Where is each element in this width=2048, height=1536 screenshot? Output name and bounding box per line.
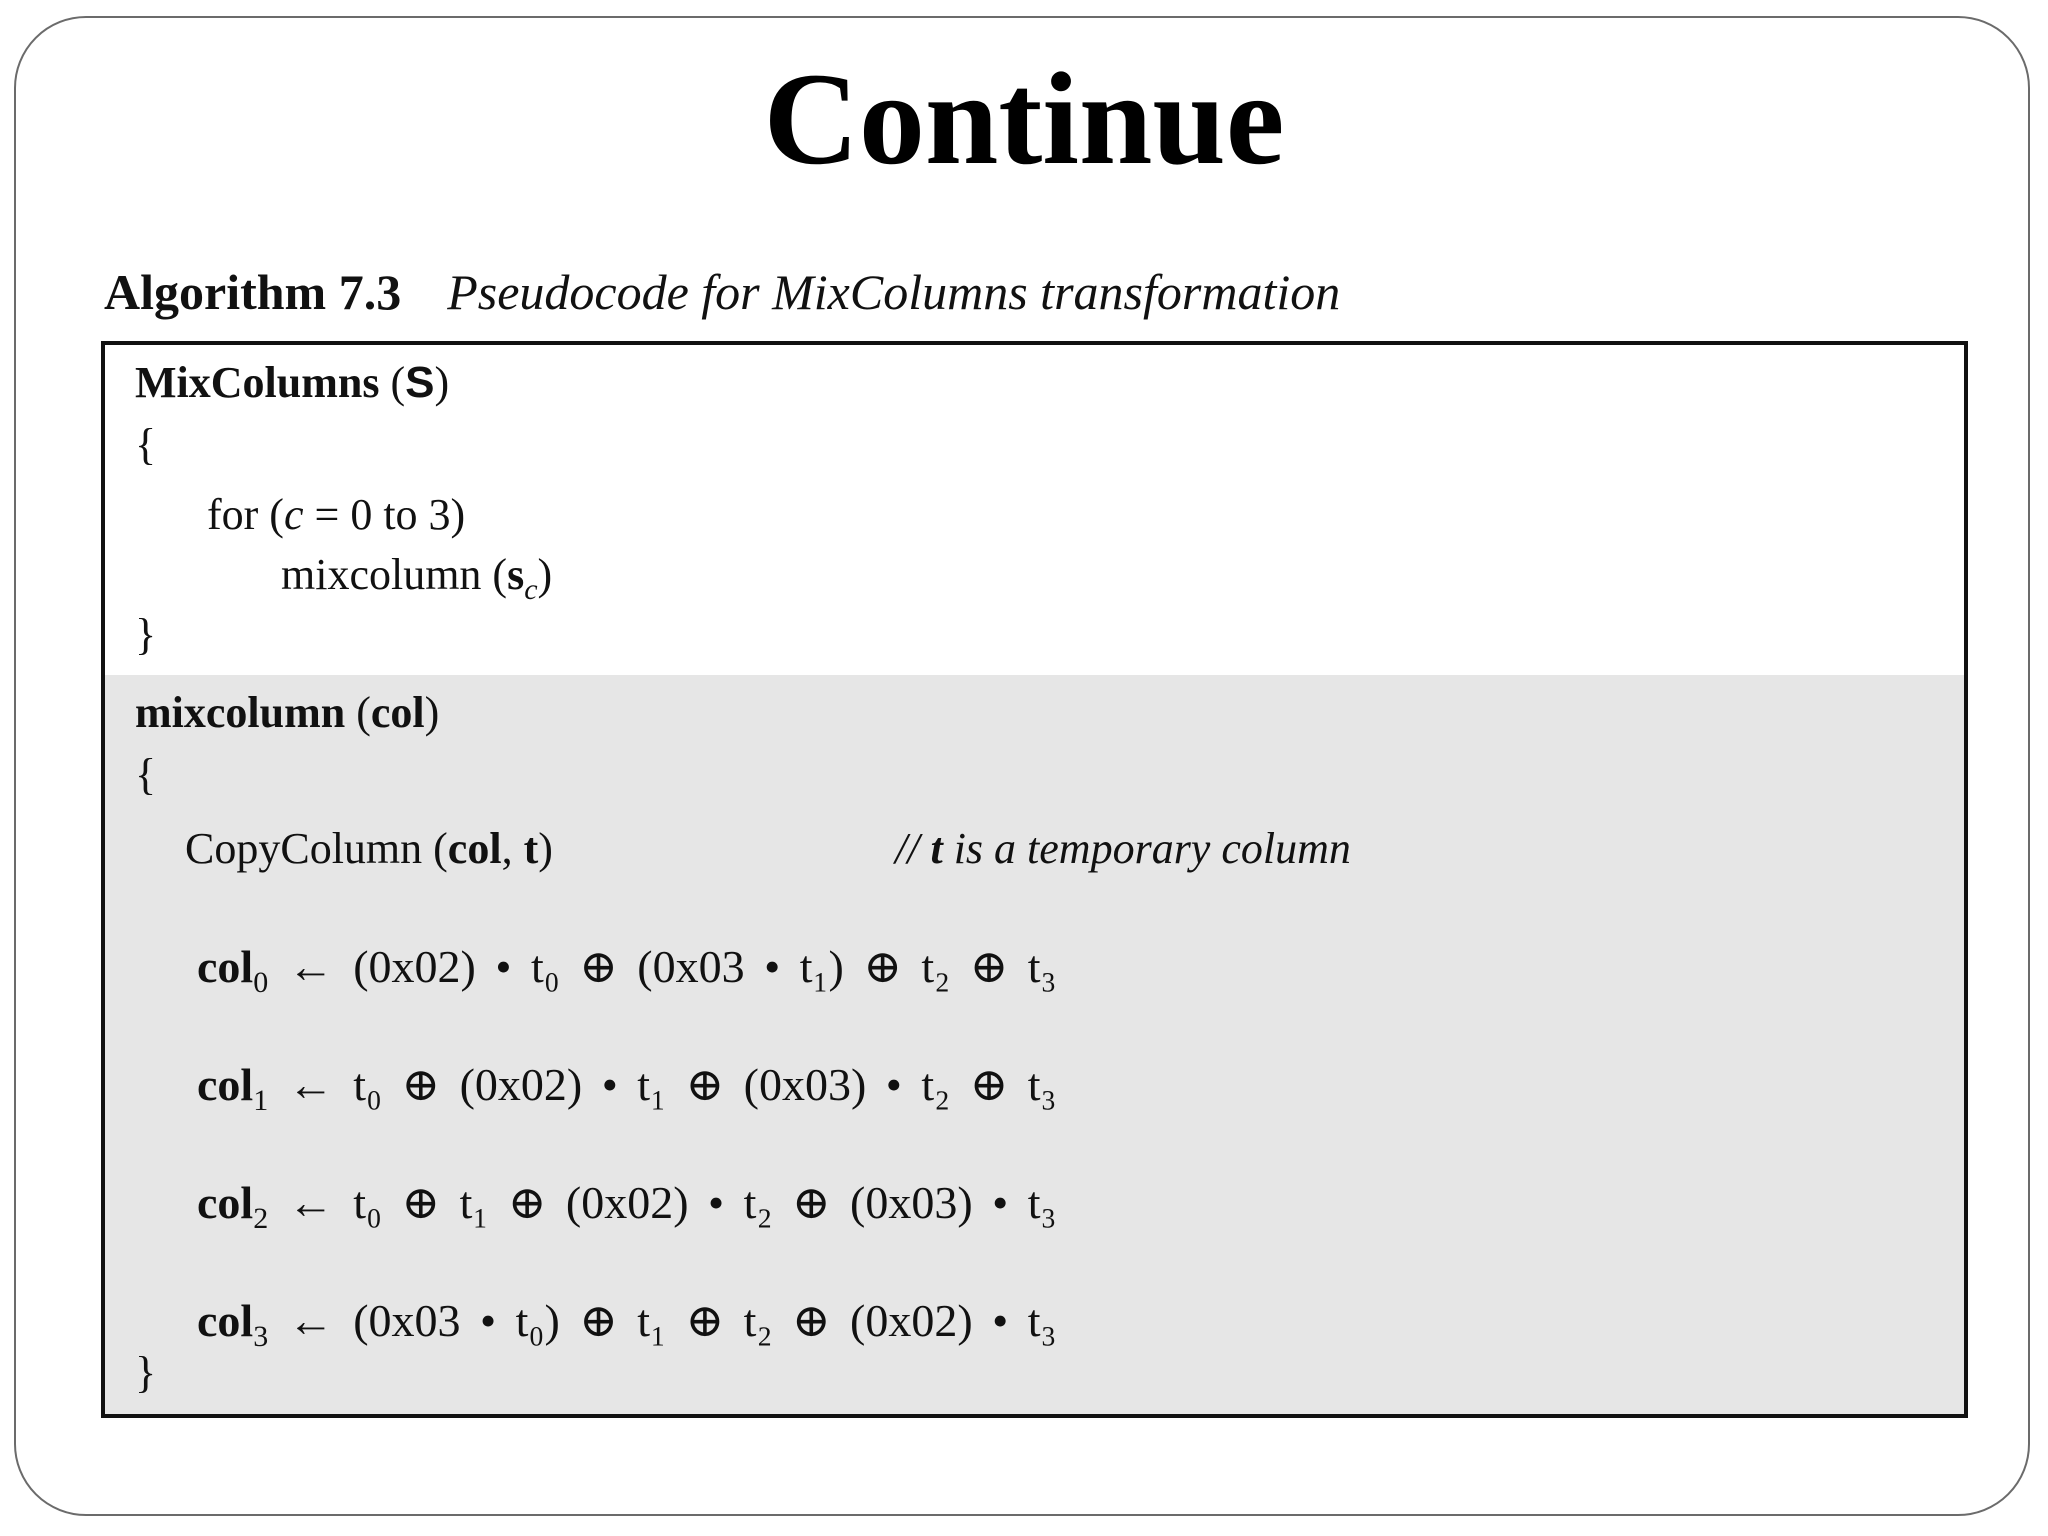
mixcolumn-open-brace: { (135, 750, 157, 799)
copycolumn-name: CopyColumn ( (185, 824, 448, 873)
algorithm-description: Pseudocode for MixColumns transformation (447, 264, 1341, 320)
equation-col1 (197, 1057, 1057, 1117)
equation-rhs: ← t₀ ⊕ t₁ ⊕ (0x02) • t₂ ⊕ (0x03) • t₃ (268, 1177, 1057, 1228)
mixcolumns-signature (135, 357, 449, 409)
mixcolumn-close-brace: } (135, 1348, 157, 1397)
copycolumn-sep: , (501, 824, 524, 873)
algorithm-number: Algorithm 7.3 (104, 264, 402, 320)
equation-lhs-sub: 1 (253, 1084, 269, 1117)
mixcolumns-open-brace: { (135, 420, 157, 469)
equation-rhs: ← t₀ ⊕ (0x02) • t₁ ⊕ (0x03) • t₂ ⊕ t₃ (268, 1059, 1057, 1110)
equation-lhs: col (197, 1177, 254, 1228)
call-close: ) (537, 550, 553, 599)
equation-lhs-sub: 2 (253, 1202, 269, 1235)
loop-range: = 0 to 3) (303, 490, 466, 539)
mixcolumns-close-brace: } (135, 610, 157, 659)
mixcolumns-param: S (405, 358, 435, 407)
equation-lhs-sub: 3 (253, 1320, 269, 1353)
call-arg-sub: c (524, 573, 538, 606)
equation-col2 (197, 1175, 1057, 1235)
copycolumn-call (185, 823, 553, 875)
mixcolumns-func-name: MixColumns (135, 358, 380, 407)
equation-rhs: ← (0x02) • t₀ ⊕ (0x03 • t₁) ⊕ t₂ ⊕ t₃ (268, 941, 1057, 992)
copycolumn-close: ) (538, 824, 553, 873)
for-keyword: for ( (207, 490, 284, 539)
call-arg: s (507, 550, 525, 599)
mixcolumn-section (105, 675, 1964, 1414)
mixcolumn-open-paren: ( (345, 688, 371, 737)
comment-var: t (930, 824, 943, 873)
slide-title: Continue (763, 45, 1285, 192)
mixcolumn-signature (135, 687, 439, 739)
mixcolumn-param: col (370, 688, 425, 737)
mixcolumns-close-paren: ) (434, 358, 450, 407)
loop-variable: c (283, 490, 304, 539)
mixcolumns-open-paren: ( (379, 358, 406, 407)
equation-rhs: ← (0x03 • t₀) ⊕ t₁ ⊕ t₂ ⊕ (0x02) • t₃ (268, 1295, 1057, 1346)
equation-col3 (197, 1293, 1057, 1353)
mixcolumns-for-loop (207, 489, 465, 541)
temp-column-comment (895, 823, 1351, 875)
comment-slashes: // (895, 824, 931, 873)
equation-lhs: col (197, 1059, 254, 1110)
mixcolumn-func-name: mixcolumn (135, 688, 346, 737)
copycolumn-arg2: t (523, 824, 539, 873)
copycolumn-arg1: col (447, 824, 502, 873)
equation-col0 (197, 939, 1057, 999)
mixcolumns-call (281, 549, 553, 606)
equation-lhs-sub: 0 (253, 966, 269, 999)
equation-lhs: col (197, 941, 254, 992)
equation-lhs: col (197, 1295, 254, 1346)
mixcolumn-close-paren: ) (424, 688, 440, 737)
comment-text: is a temporary column (942, 824, 1351, 873)
call-name: mixcolumn ( (281, 550, 508, 599)
algorithm-caption (104, 262, 1340, 322)
algorithm-box (101, 341, 1968, 1418)
